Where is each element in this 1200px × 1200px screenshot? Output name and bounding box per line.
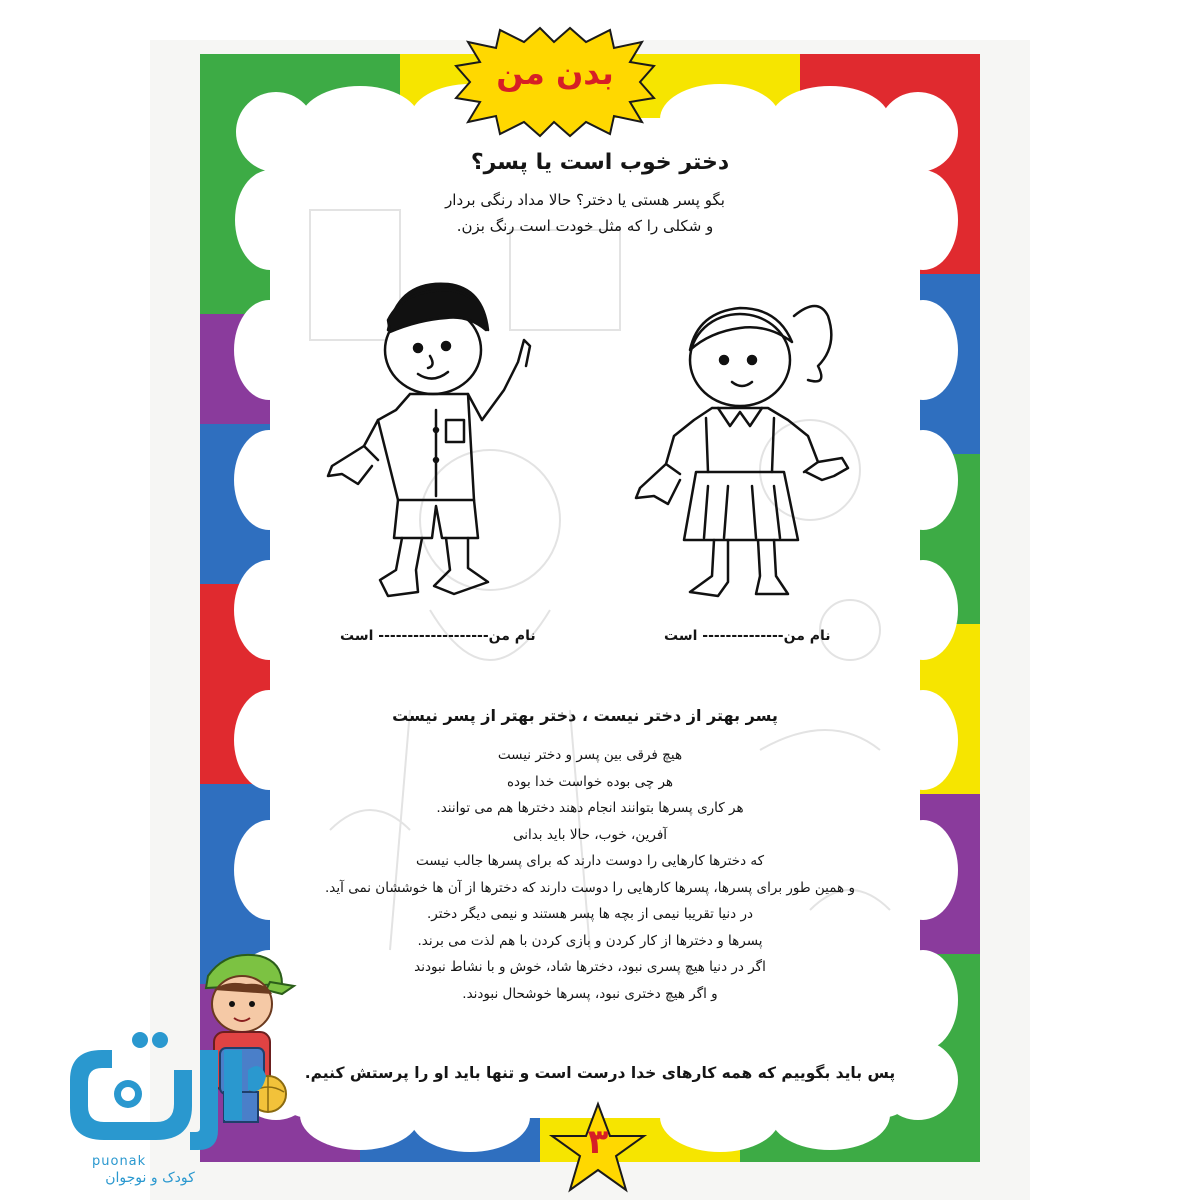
instructions bbox=[360, 187, 810, 239]
poem-text bbox=[290, 742, 890, 1007]
poem-line: آفرین، خوب، حالا باید بدانی bbox=[512, 826, 668, 843]
boy-illustration bbox=[318, 270, 548, 610]
poem-line: هر کاری پسرها بتوانند انجام دهند دخترها هم می توانند. bbox=[436, 800, 744, 816]
poem-line: و اگر هیچ دختری نبود، پسرها خوشحال نبودند. bbox=[462, 985, 718, 1002]
poem-line: هیچ فرقی بین پسر و دختر نیست bbox=[497, 747, 683, 763]
girl-illustration bbox=[628, 276, 858, 610]
activity-heading: دختر خوب است یا پسر؟ bbox=[470, 150, 730, 175]
instruction-line: بگو پسر هستی یا دختر؟ حالا مداد رنگی بردار bbox=[445, 191, 725, 209]
puonak-logo-icon bbox=[30, 1010, 270, 1190]
girl-name-line: نام من-------------- است bbox=[664, 628, 831, 644]
poem-line: که دخترها کارهایی را دوست دارند که برای پسرها جالب نیست bbox=[415, 853, 765, 869]
closing-sentence: پس باید بگوییم که همه کارهای خدا درست است و تنها باید او را پرستش کنیم. bbox=[304, 1064, 896, 1082]
poem-line: هر چی بوده خواست خدا بوده bbox=[506, 773, 674, 790]
page-title: بدن من bbox=[496, 54, 614, 92]
boy-name-line: نام من------------------- است bbox=[340, 628, 536, 644]
poem-line: پسرها و دخترها از کار کردن و بازی کردن با هم لذت می برند. bbox=[417, 932, 763, 949]
page-number: ۳ bbox=[587, 1122, 609, 1162]
poem-line: و همین طور برای پسرها، پسرها کارهایی را دوست دارند که دخترها از آن ها خوششان نمی آید. bbox=[325, 879, 855, 896]
poem-line: اگر در دنیا هیچ پسری نبود، دخترها شاد، خوش و با نشاط نبودند bbox=[414, 959, 766, 975]
logo-latin-text: puonak bbox=[92, 1154, 147, 1169]
logo-tagline: کودک و نوجوان bbox=[105, 1170, 195, 1186]
section-subheading: پسر بهتر از دختر نیست ، دختر بهتر از پسر نیست bbox=[392, 706, 778, 725]
poem-line: در دنیا تقریبا نیمی از بچه ها پسر هستند و نیمی دیگر دختر. bbox=[427, 906, 753, 922]
instruction-line: و شکلی را که مثل خودت است رنگ بزن. bbox=[456, 217, 714, 235]
